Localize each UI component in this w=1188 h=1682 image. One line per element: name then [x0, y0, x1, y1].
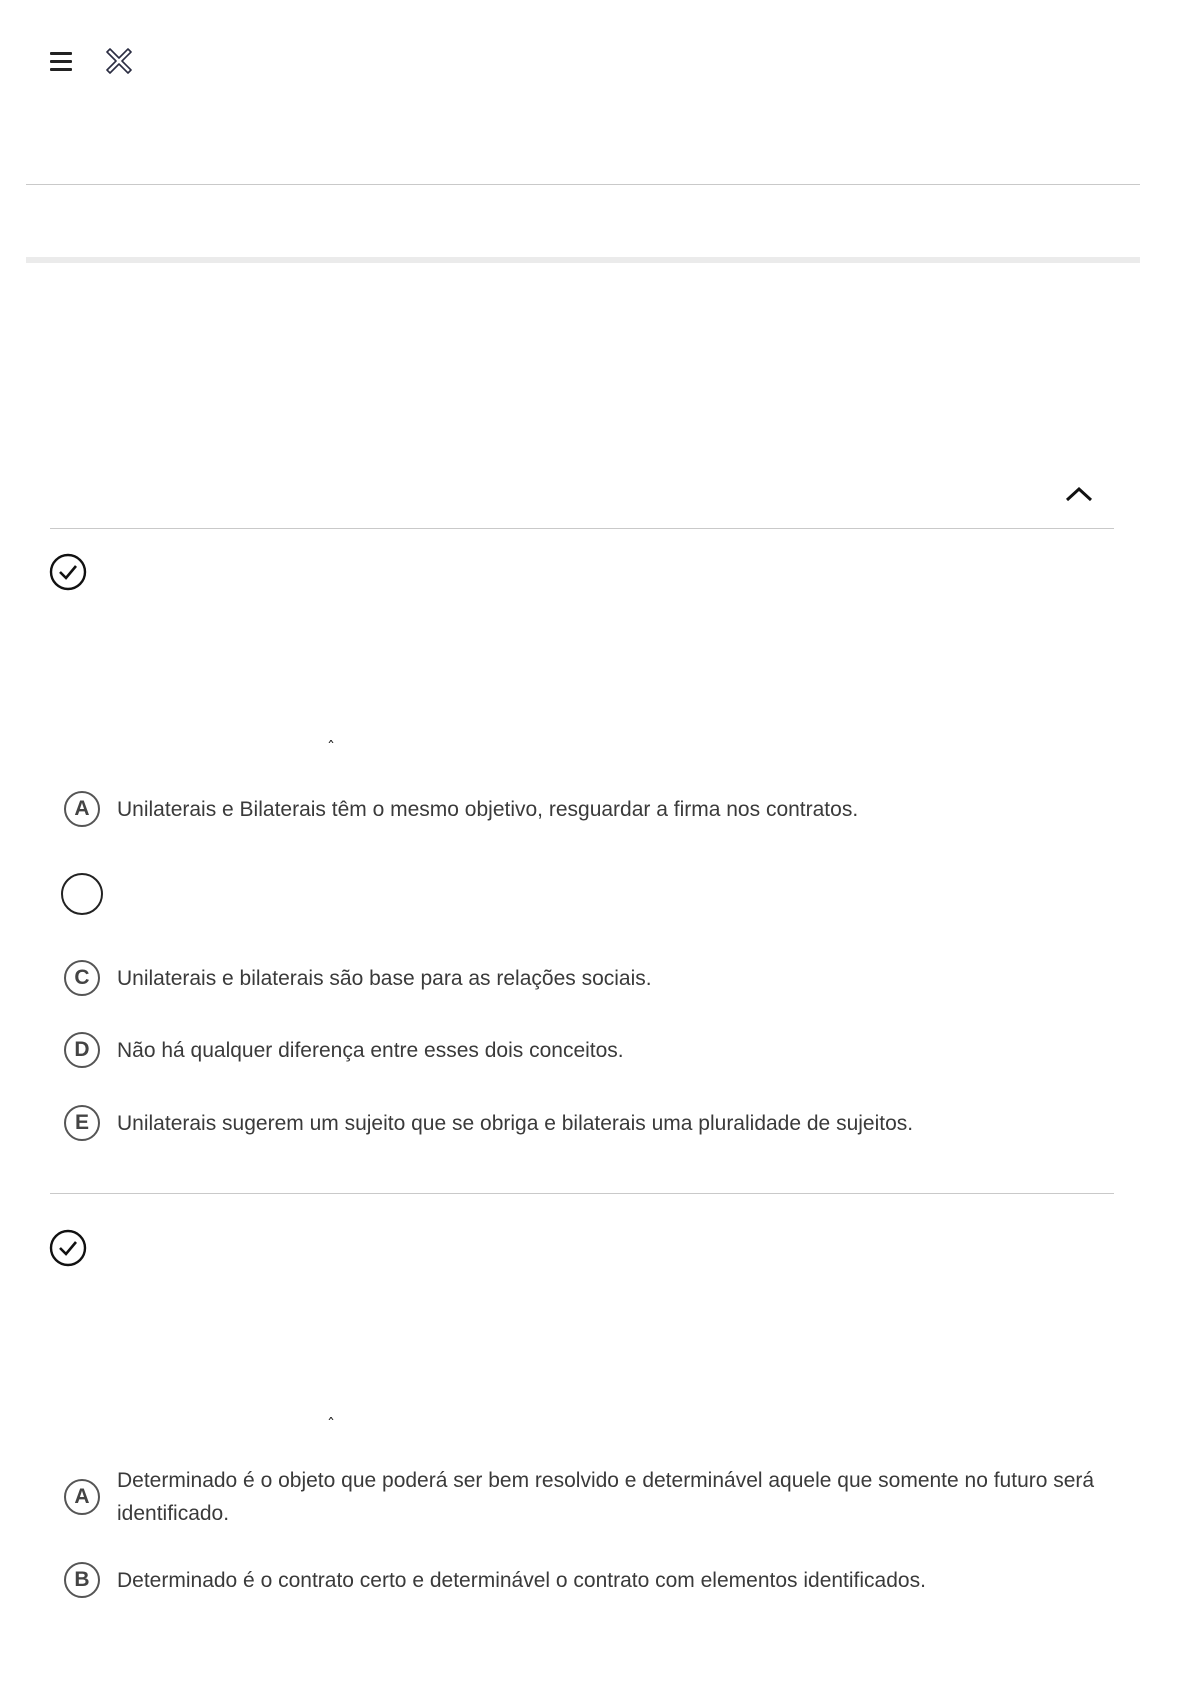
option-letter: A	[64, 1479, 100, 1515]
option-e[interactable]	[64, 1105, 1128, 1141]
option-letter: D	[64, 1032, 100, 1068]
option-a[interactable]	[64, 1464, 1128, 1530]
close-icon[interactable]	[104, 46, 136, 78]
option-text: Determinado é o objeto que poderá ser bem resolvido e determinável aquele que somente no futuro será identificado.	[117, 1469, 1095, 1525]
option-radio	[61, 873, 103, 915]
caret-up-icon: ˆ	[327, 1415, 335, 1434]
option-text: Unilaterais sugerem um sujeito que se obriga e bilaterais uma pluralidade de sujeitos.	[117, 1111, 914, 1135]
option-letter: E	[64, 1105, 100, 1141]
option-a[interactable]	[64, 791, 1128, 827]
option-text: Determinado é o contrato certo e determinável o contrato com elementos identificados.	[117, 1568, 926, 1592]
hamburger-menu-icon[interactable]	[46, 46, 80, 80]
option-c[interactable]	[64, 960, 1128, 996]
progress-track	[26, 257, 1140, 263]
option-letter: A	[64, 791, 100, 827]
question-divider	[50, 528, 1114, 529]
caret-up-icon: ˆ	[327, 738, 335, 757]
option-text: Unilaterais e bilaterais são base para as relações sociais.	[117, 966, 652, 990]
option-b[interactable]	[64, 873, 1128, 915]
collapse-chevron-icon[interactable]	[1064, 484, 1094, 509]
check-circle-icon	[49, 1229, 87, 1267]
check-circle-icon	[49, 553, 87, 591]
option-letter: B	[64, 1562, 100, 1598]
question-divider	[50, 1193, 1114, 1194]
option-text: Unilaterais e Bilaterais têm o mesmo objetivo, resguardar a firma nos contratos.	[117, 797, 859, 821]
option-b[interactable]	[64, 1562, 1128, 1598]
option-letter: C	[64, 960, 100, 996]
option-text: Não há qualquer diferença entre esses dois conceitos.	[117, 1038, 624, 1062]
header-divider	[26, 184, 1140, 185]
option-d[interactable]	[64, 1032, 1128, 1068]
